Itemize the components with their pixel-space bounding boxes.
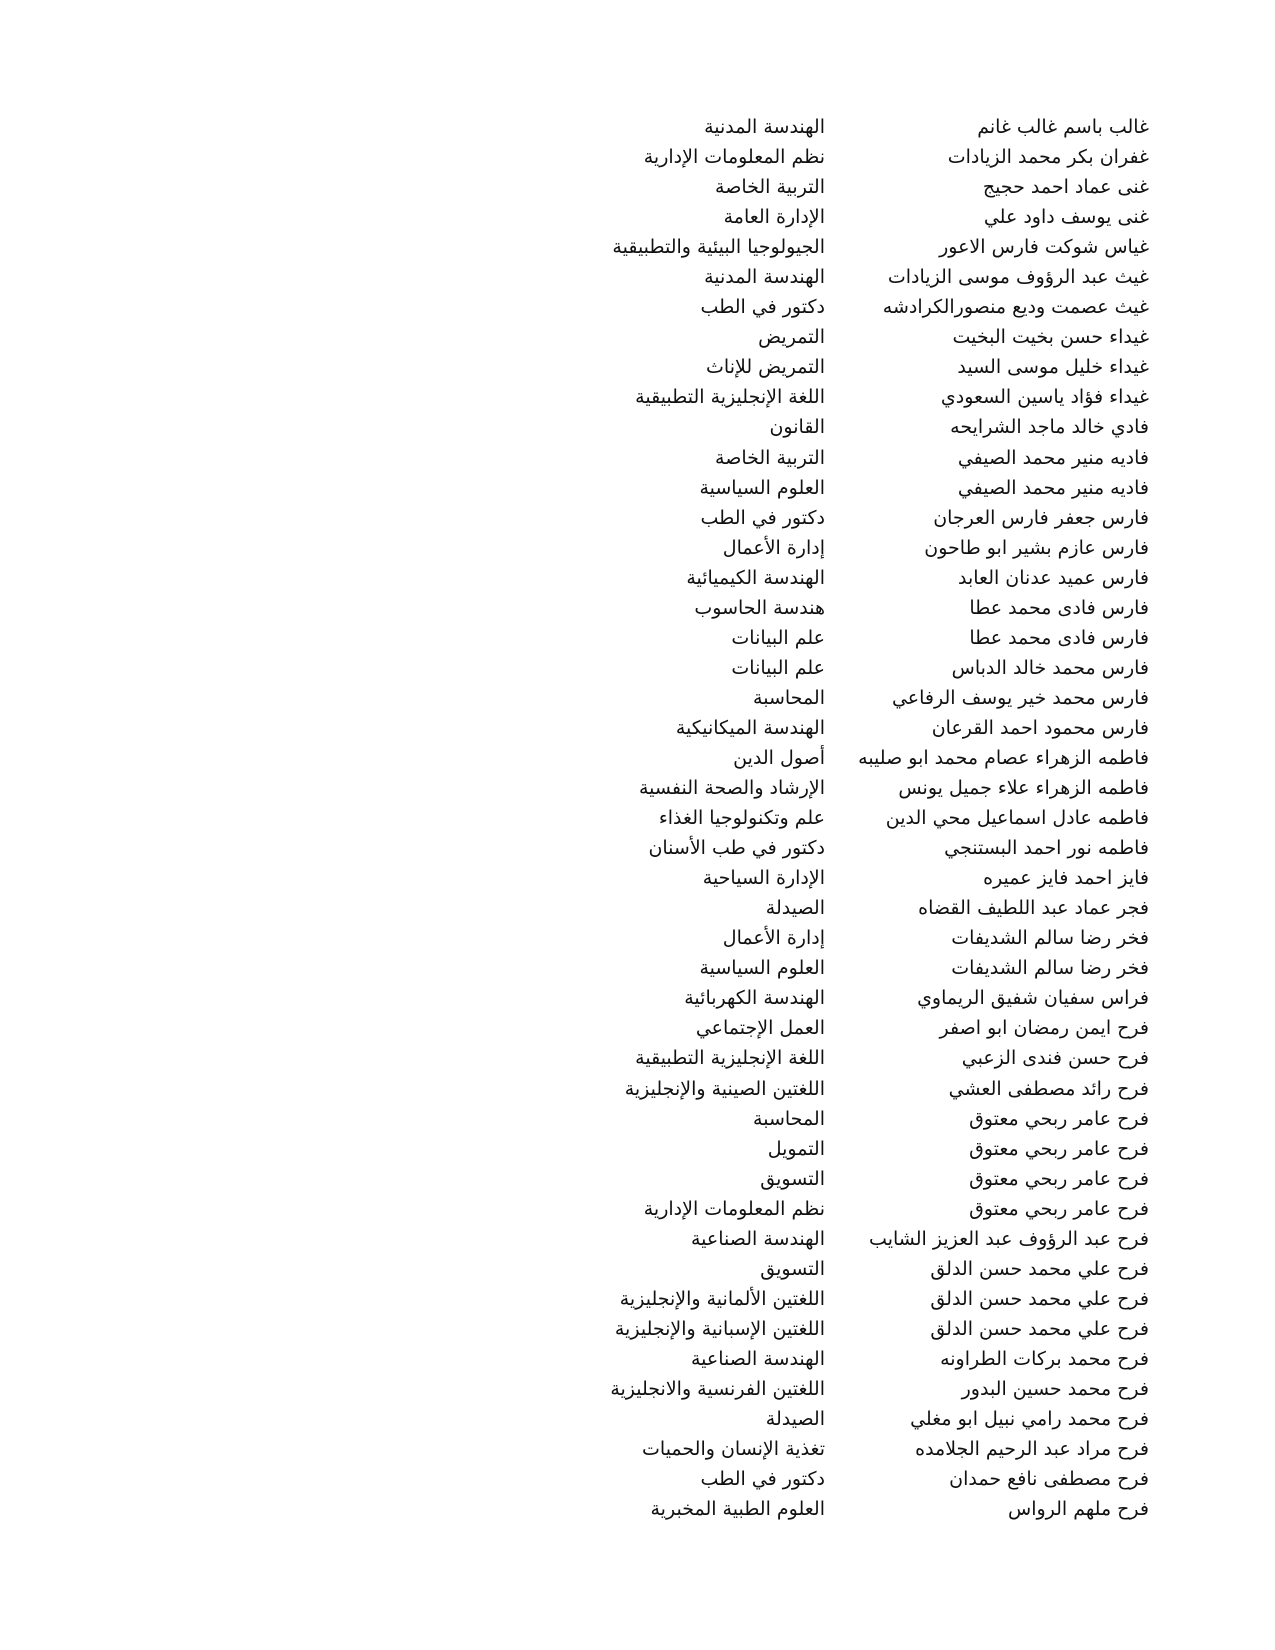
student-name: فرح محمد حسين البدور — [961, 1377, 1149, 1400]
list-item — [0, 653, 1275, 683]
student-name: فاطمه الزهراء علاء جميل يونس — [898, 777, 1149, 800]
student-major: الهندسة الميكانيكية — [675, 716, 825, 739]
student-name: فاديه منير محمد الصيفي — [957, 476, 1149, 499]
list-item — [0, 1404, 1275, 1434]
student-major: الإدارة العامة — [723, 206, 825, 229]
list-item — [0, 1194, 1275, 1224]
student-major: دكتور في الطب — [700, 1468, 825, 1491]
student-name: فادي خالد ماجد الشرايحه — [950, 416, 1149, 439]
list-item — [0, 1344, 1275, 1374]
list-item — [0, 1434, 1275, 1464]
student-name: فارس فادى محمد عطا — [969, 596, 1149, 619]
student-major: الهندسة الصناعية — [690, 1227, 825, 1250]
student-major: العلوم السياسية — [699, 957, 825, 980]
student-name: فرح مراد عبد الرحيم الجلامده — [915, 1438, 1149, 1461]
list-item — [0, 322, 1275, 352]
list-item — [0, 1074, 1275, 1104]
student-major: اللغتين الفرنسية والانجليزية — [610, 1377, 825, 1400]
list-item — [0, 953, 1275, 983]
student-major: الصيدلة — [765, 1408, 825, 1431]
student-major: التمريض — [758, 326, 825, 349]
list-item — [0, 833, 1275, 863]
list-item — [0, 1164, 1275, 1194]
student-major: المحاسبة — [753, 1107, 825, 1130]
student-name: فارس فادى محمد عطا — [969, 626, 1149, 649]
list-item — [0, 142, 1275, 172]
student-name: فارس محمد خير يوسف الرفاعي — [891, 686, 1149, 709]
list-item — [0, 743, 1275, 773]
student-name: غنى عماد احمد حجيج — [982, 176, 1149, 199]
list-item — [0, 1314, 1275, 1344]
list-item — [0, 1224, 1275, 1254]
list-item — [0, 1284, 1275, 1314]
list-item — [0, 593, 1275, 623]
list-item — [0, 1043, 1275, 1073]
list-item — [0, 292, 1275, 322]
student-name: غيث عبد الرؤوف موسى الزيادات — [887, 266, 1149, 289]
student-name: فرح علي محمد حسن الدلق — [930, 1317, 1149, 1340]
list-item — [0, 382, 1275, 412]
student-major: علم البيانات — [731, 656, 825, 679]
student-name: فايز احمد فايز عميره — [983, 867, 1149, 890]
list-item — [0, 1134, 1275, 1164]
list-item — [0, 443, 1275, 473]
student-name: فرح ملهم الرواس — [1008, 1498, 1149, 1521]
list-item — [0, 803, 1275, 833]
student-major: القانون — [769, 416, 825, 439]
student-name: فرح محمد رامي نبيل ابو مغلي — [910, 1408, 1149, 1431]
student-name: فاطمه الزهراء عصام محمد ابو صليبه — [858, 746, 1149, 769]
student-name: فرح حسن فندى الزعبي — [961, 1047, 1149, 1070]
student-name: فرح ايمن رمضان ابو اصفر — [939, 1017, 1149, 1040]
student-name: فراس سفيان شفيق الريماوي — [917, 987, 1149, 1010]
student-major: هندسة الحاسوب — [694, 596, 825, 619]
student-major: العلوم الطبية المخبرية — [650, 1498, 825, 1521]
student-name: فرح عامر ربحي معتوق — [969, 1137, 1149, 1160]
student-major: اللغتين الصينية والإنجليزية — [624, 1077, 825, 1100]
student-name: فرح رائد مصطفى العشي — [948, 1077, 1149, 1100]
list-item — [0, 112, 1275, 142]
student-major: إدارة الأعمال — [722, 927, 825, 950]
student-name: فرح عامر ربحي معتوق — [969, 1107, 1149, 1130]
student-name: غفران بكر محمد الزيادات — [947, 146, 1149, 169]
list-item — [0, 1494, 1275, 1524]
list-item — [0, 1464, 1275, 1494]
student-major: الجيولوجيا البيئية والتطبيقية — [612, 236, 825, 259]
student-major: التمريض للإناث — [706, 356, 825, 379]
list-item — [0, 503, 1275, 533]
list-item — [0, 623, 1275, 653]
student-major: الهندسة المدنية — [704, 116, 825, 138]
student-major: الهندسة المدنية — [704, 266, 825, 289]
student-major: الإرشاد والصحة النفسية — [639, 777, 825, 800]
student-major: التربية الخاصة — [715, 446, 825, 469]
student-name: غيث عصمت وديع منصورالكرادشه — [882, 296, 1149, 319]
student-major: الإدارة السياحية — [702, 867, 825, 890]
student-name: فرح محمد بركات الطراونه — [940, 1347, 1149, 1370]
student-major: نظم المعلومات الإدارية — [643, 146, 825, 169]
student-major: التسويق — [760, 1257, 825, 1280]
student-name: غيداء فؤاد ياسين السعودي — [940, 386, 1149, 409]
student-name: غياس شوكت فارس الاعور — [939, 236, 1149, 259]
list-item — [0, 352, 1275, 382]
list-item — [0, 533, 1275, 563]
student-major: التسويق — [760, 1167, 825, 1190]
student-name: فارس محمد خالد الدباس — [951, 656, 1149, 679]
student-name: فرح عامر ربحي معتوق — [969, 1167, 1149, 1190]
list-item — [0, 1013, 1275, 1043]
list-item — [0, 983, 1275, 1013]
student-major: نظم المعلومات الإدارية — [643, 1197, 825, 1220]
list-item — [0, 923, 1275, 953]
list-item — [0, 1374, 1275, 1404]
student-major: الهندسة الكيميائية — [686, 566, 825, 589]
list-item — [0, 412, 1275, 442]
list-item — [0, 473, 1275, 503]
student-major: اللغة الإنجليزية التطبيقية — [635, 1047, 825, 1070]
list-item — [0, 1104, 1275, 1134]
student-major: التمويل — [767, 1137, 825, 1160]
student-major: دكتور في الطب — [700, 506, 825, 529]
student-name: فرح علي محمد حسن الدلق — [930, 1287, 1149, 1310]
student-name: غيداء خليل موسى السيد — [957, 356, 1149, 379]
list-item — [0, 863, 1275, 893]
student-name: غالب باسم غالب غانم — [977, 116, 1149, 138]
student-major: الهندسة الصناعية — [690, 1347, 825, 1370]
student-major: اللغة الإنجليزية التطبيقية — [635, 386, 825, 409]
list-item — [0, 773, 1275, 803]
list-item — [0, 262, 1275, 292]
student-name: فخر رضا سالم الشديفات — [951, 957, 1149, 980]
student-major: تغذية الإنسان والحميات — [642, 1438, 825, 1461]
student-major: التربية الخاصة — [715, 176, 825, 199]
student-name: فجر عماد عبد اللطيف القضاه — [918, 897, 1149, 920]
student-major: اللغتين الألمانية والإنجليزية — [619, 1287, 825, 1310]
student-name: فارس جعفر فارس العرجان — [933, 506, 1149, 529]
student-major: العلوم السياسية — [699, 476, 825, 499]
student-major: دكتور في طب الأسنان — [648, 837, 825, 860]
student-major: إدارة الأعمال — [722, 536, 825, 559]
student-major: الصيدلة — [765, 897, 825, 920]
list-item — [0, 893, 1275, 923]
student-name: غيداء حسن بخيت البخيت — [952, 326, 1149, 349]
student-name: فاديه منير محمد الصيفي — [957, 446, 1149, 469]
list-item — [0, 563, 1275, 593]
student-major: المحاسبة — [753, 686, 825, 709]
student-name: فرح عامر ربحي معتوق — [969, 1197, 1149, 1220]
student-name: فرح مصطفى نافع حمدان — [949, 1468, 1149, 1491]
student-name: فرح علي محمد حسن الدلق — [930, 1257, 1149, 1280]
list-item — [0, 202, 1275, 232]
student-name: فخر رضا سالم الشديفات — [951, 927, 1149, 950]
student-major: أصول الدين — [733, 746, 825, 769]
student-name: فرح عبد الرؤوف عبد العزيز الشايب — [869, 1227, 1149, 1250]
student-name: غنى يوسف داود علي — [983, 206, 1149, 229]
list-item — [0, 1254, 1275, 1284]
student-name: فارس محمود احمد القرعان — [931, 716, 1149, 739]
student-name: فارس عازم بشير ابو طاحون — [924, 536, 1149, 559]
student-name: فاطمه نور احمد البستنجي — [944, 837, 1149, 860]
graduates-list — [0, 112, 1275, 1524]
list-item — [0, 713, 1275, 743]
student-major: علم وتكنولوجيا الغذاء — [658, 807, 825, 830]
student-major: اللغتين الإسبانية والإنجليزية — [614, 1317, 825, 1340]
student-name: فارس عميد عدنان العابد — [957, 566, 1149, 589]
list-item — [0, 683, 1275, 713]
list-item — [0, 172, 1275, 202]
student-major: العمل الإجتماعي — [695, 1017, 825, 1040]
student-name: فاطمه عادل اسماعيل محي الدين — [885, 807, 1149, 830]
student-major: علم البيانات — [731, 626, 825, 649]
student-major: الهندسة الكهربائية — [684, 987, 825, 1010]
list-item — [0, 232, 1275, 262]
student-major: دكتور في الطب — [700, 296, 825, 319]
